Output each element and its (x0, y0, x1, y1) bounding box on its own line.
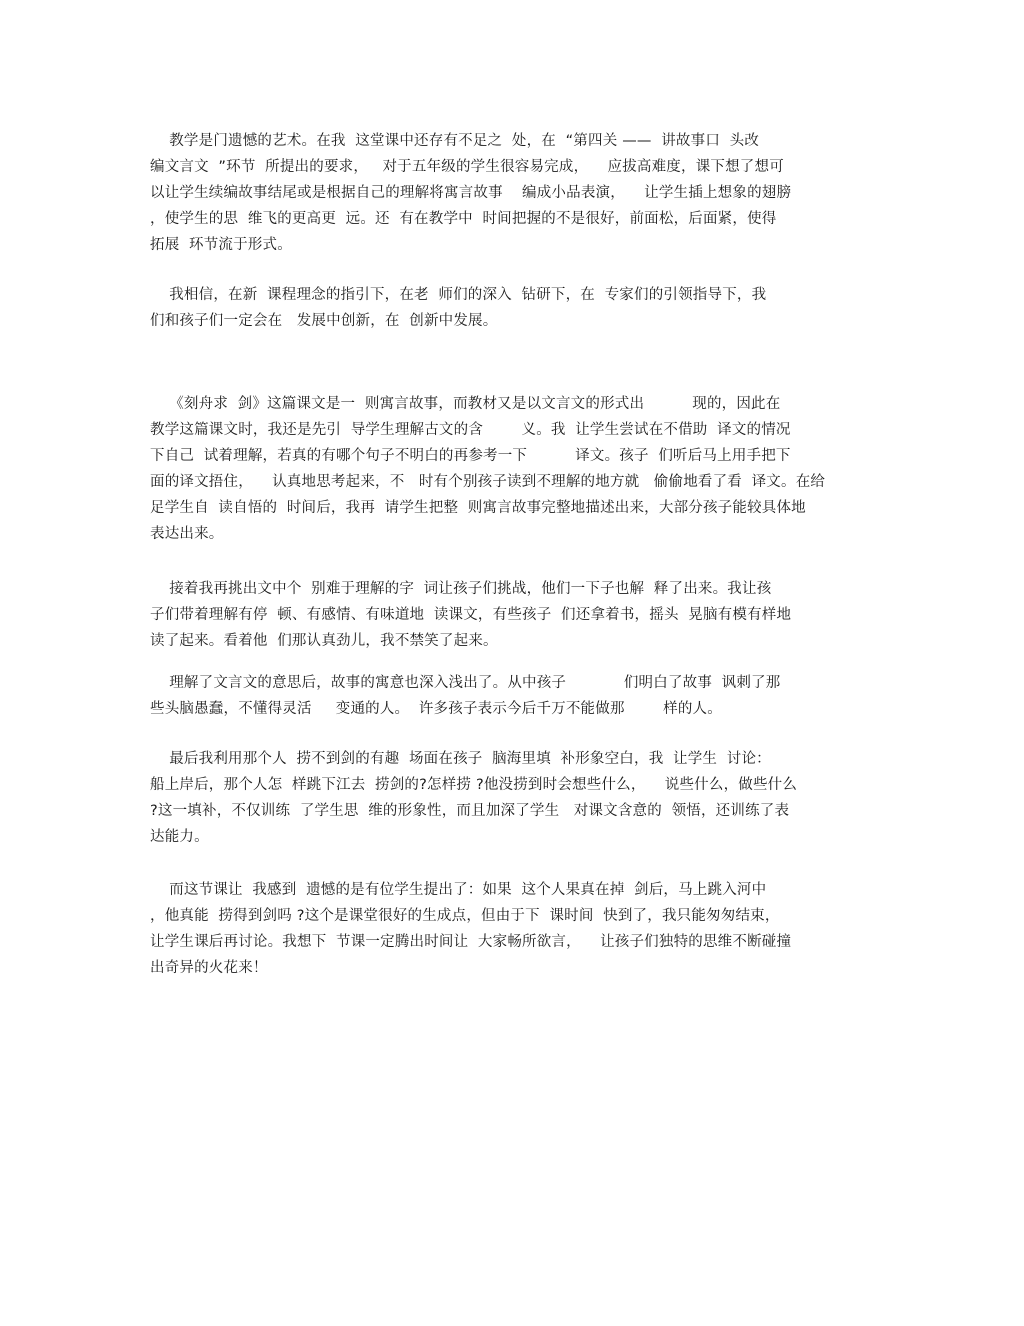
text-line: 船上岸后，那个人怎 样跳下江去 捞剑的?怎样捞 ?他没捞到时会想些什么， 说些什么，做些什么 (150, 777, 798, 793)
text-line: 表达出来。 (150, 526, 224, 542)
text-line: 拓展 环节流于形式。 (150, 237, 292, 253)
text-line: 而这节课让 我感到 遗憾的是有位学生提出了：如果 这个人果真在掉 剑后，马上跳入河中 (150, 882, 767, 898)
text-line: 理解了文言文的意思后，故事的寓意也深入浅出了。从中孩子 们明白了故事 讽刺了那 (150, 675, 781, 691)
text-line: 最后我利用那个人 捞不到剑的有趣 场面在孩子 脑海里填 补形象空白，我 让学生 讨论： (150, 751, 771, 767)
text-line: 子们带着理解有停 顿、有感情、有味道地 读课文，有些孩子 们还拿着书，摇头 晃脑有模有样地 (150, 607, 792, 623)
text-line: 编文言文 ”环节 所提出的要求， 对于五年级的学生很容易完成， 应拔高难度，课下想了想可 (150, 159, 784, 175)
paragraph-lesson-intro (150, 391, 870, 547)
paragraph-regret (150, 877, 870, 981)
text-line: 面的译文捂住， 认真地思考起来，不 时有个别孩子读到不理解的地方就 偷偷地看了看 译文。在给 (150, 474, 826, 490)
text-line: 教学是门遗憾的艺术。在我 这堂课中还存有不足之 处，在 “第四关 —— 讲故事口 头改 (150, 133, 760, 149)
text-line: ，他真能 捞得到剑吗 ?这个是课堂很好的生成点，但由于下 课时间 快到了，我只能匆匆结束， (150, 908, 780, 924)
text-line: 下自己 试着理解，若真的有哪个句子不明白的再参考一下 译文。孩子 们听后马上用手把下 (150, 448, 791, 464)
text-line: 我相信，在新 课程理念的指引下，在老 师们的深入 钻研下，在 专家们的引领指导下，我 (150, 287, 767, 303)
text-line: 《刻舟求 剑》这篇课文是一 则寓言故事，而教材又是以文言文的形式出 现的，因此在 (150, 396, 781, 412)
text-line: ，使学生的思 维飞的更高更 远。还 有在教学中 时间把握的不是很好，前面松，后面紧，使得 (150, 211, 777, 227)
text-line: 让学生课后再讨论。我想下 节课一定腾出时间让 大家畅所欲言， 让孩子们独特的思维不断碰撞 (150, 934, 792, 950)
text-line: 出奇异的火花来！ (150, 960, 268, 976)
text-line: 接着我再挑出文中个 别难于理解的字 词让孩子们挑战，他们一下子也解 释了出来。我让孩 (150, 581, 772, 597)
text-line: 们和孩子们一定会在 发展中创新，在 创新中发展。 (150, 313, 498, 329)
paragraph-reflection (150, 128, 870, 258)
text-line: 足学生自 读自悟的 时间后，我再 请学生把整 则寓言故事完整地描述出来，大部分孩子能较具体地 (150, 500, 806, 516)
text-line: 些头脑愚蠢，不懂得灵活 变通的人。 许多孩子表示今后千万不能做那 样的人。 (150, 701, 722, 717)
text-line: ?这一填补，不仅训练 了学生思 维的形象性，而且加深了学生 对课文含意的 领悟，还训练了表 (150, 803, 790, 819)
text-line: 达能力。 (150, 829, 209, 845)
text-line: 以让学生续编故事结尾或是根据自己的理解将寓言故事 编成小品表演， 让学生插上想象的翅膀 (150, 185, 792, 201)
paragraph-challenge (150, 576, 870, 654)
paragraph-meaning (150, 670, 870, 722)
text-line: 读了起来。看着他 们那认真劲儿，我不禁笑了起来。 (150, 633, 498, 649)
paragraph-belief (150, 282, 870, 334)
paragraph-imagination (150, 746, 870, 850)
text-line: 教学这篇课文时，我还是先引 导学生理解古文的含 义。我 让学生尝试在不借助 译文的情况 (150, 422, 791, 438)
